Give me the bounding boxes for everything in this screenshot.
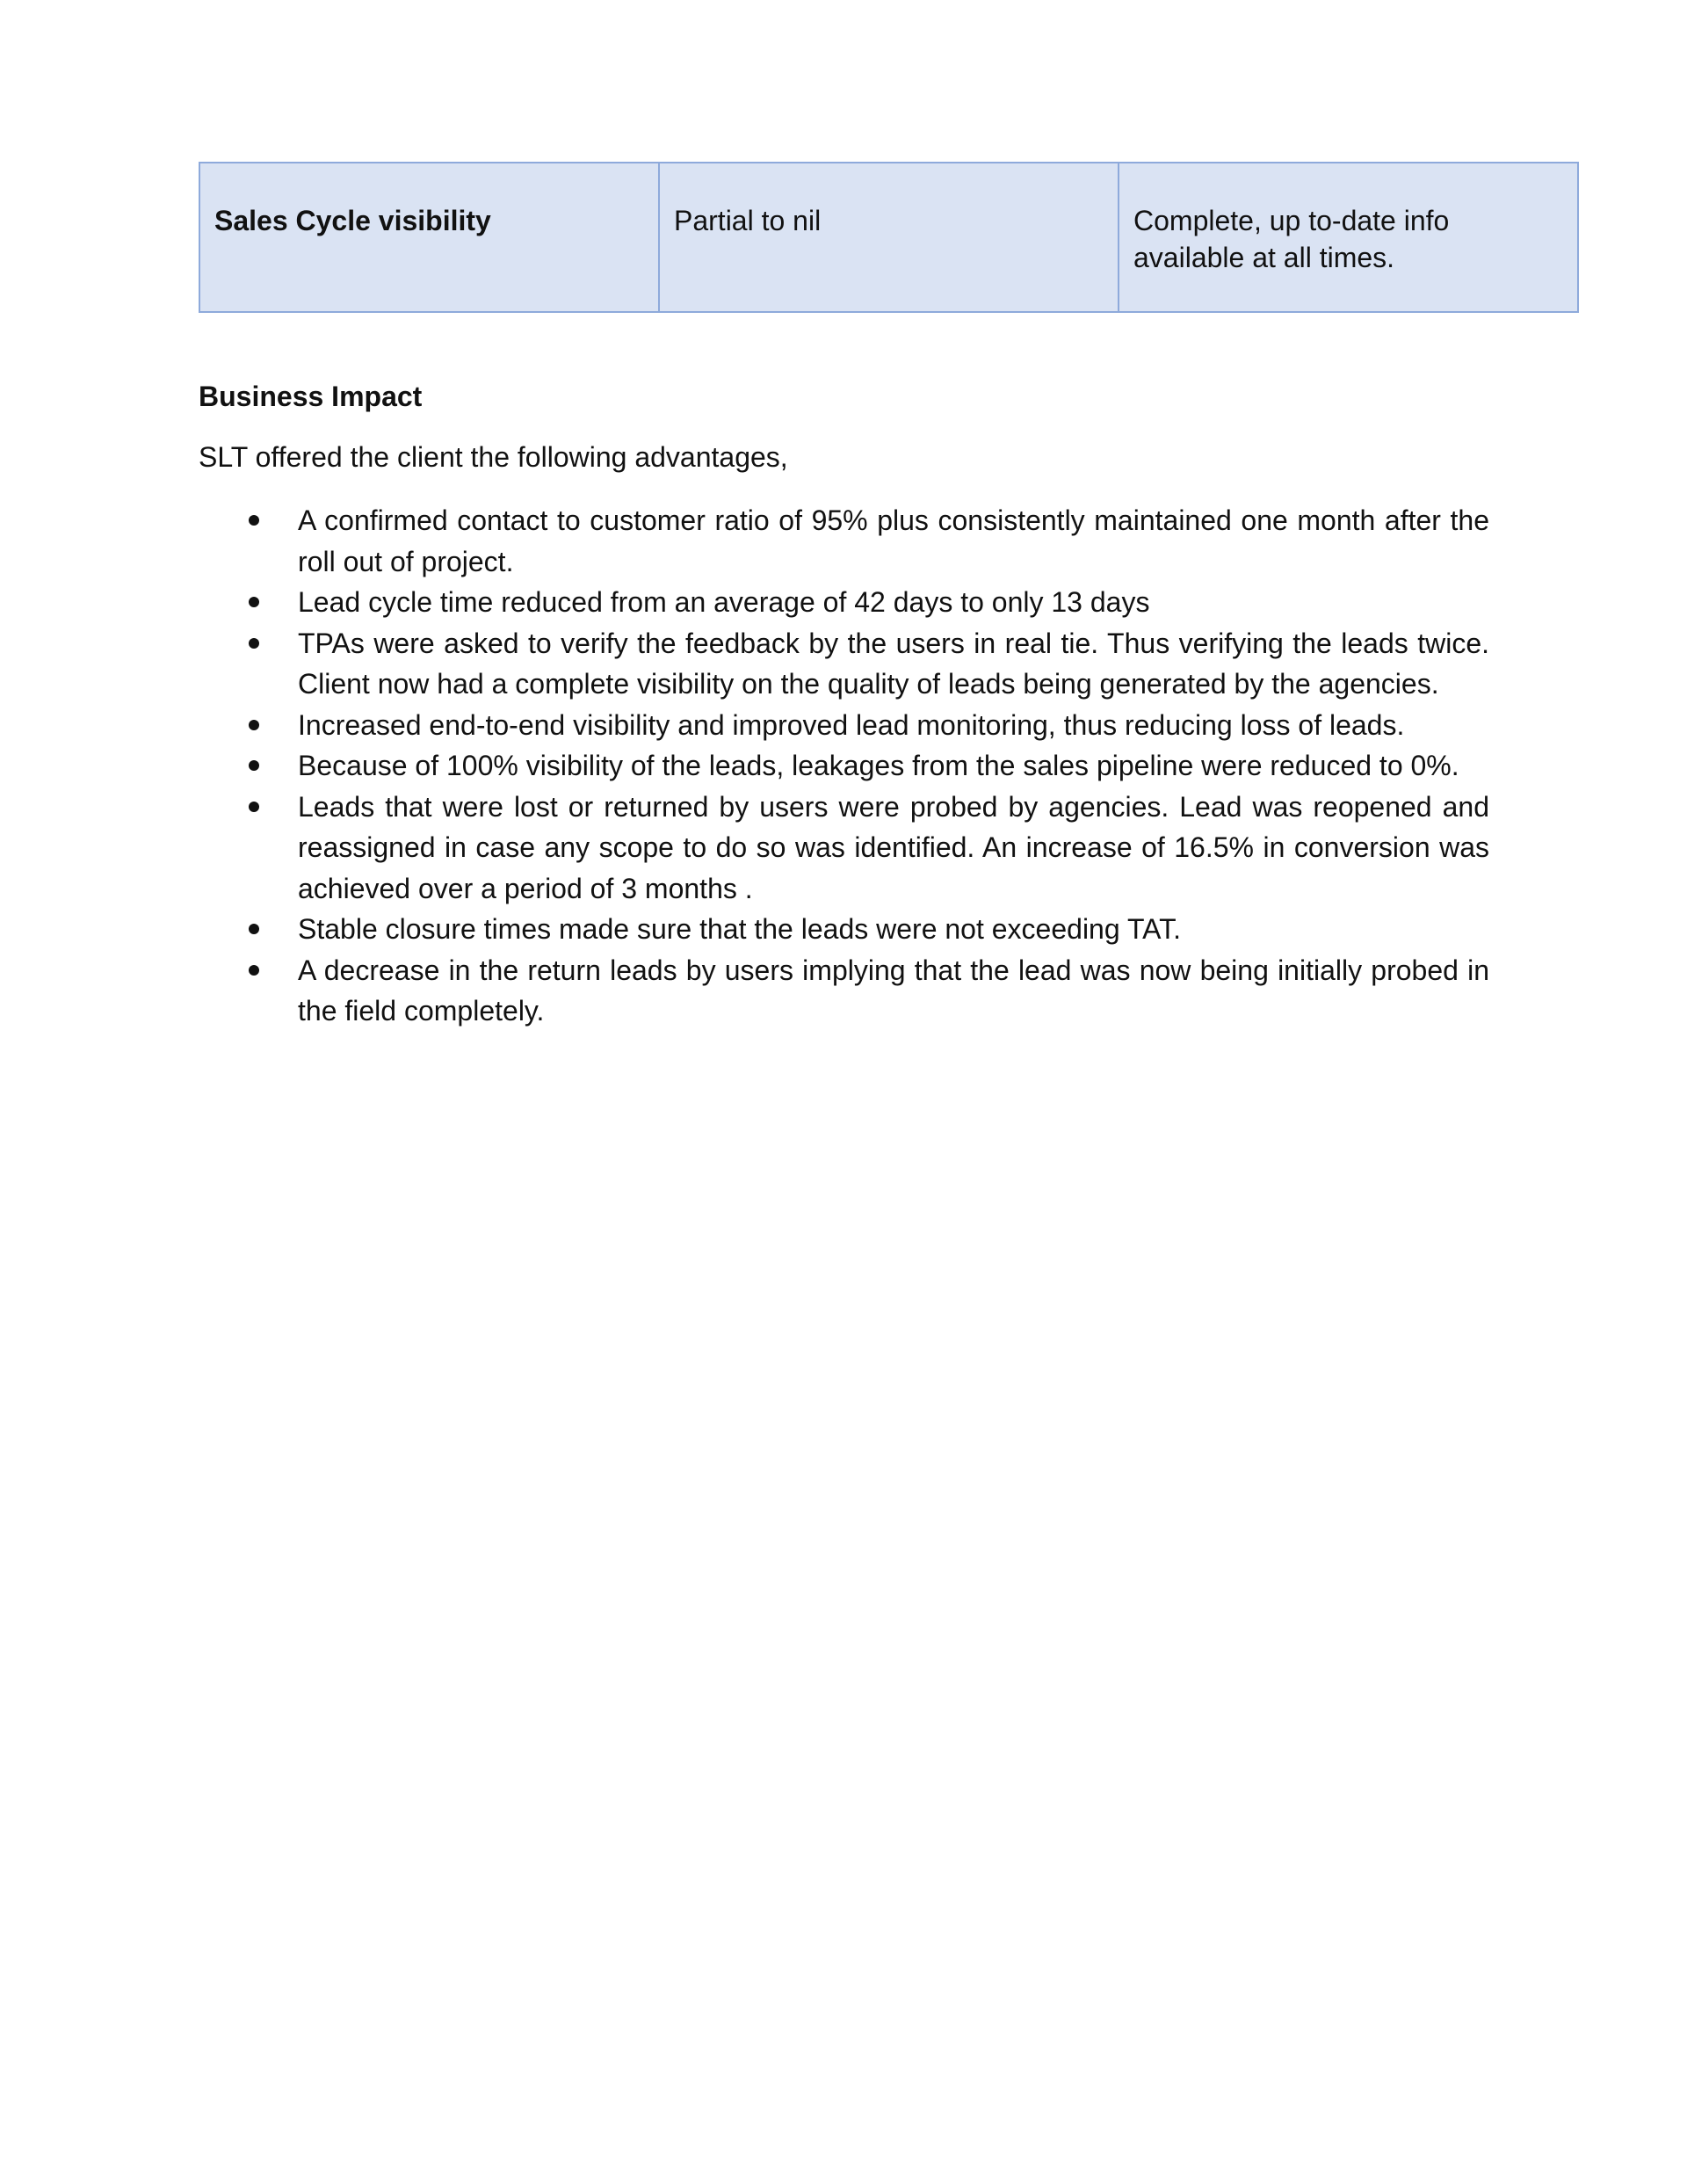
bullet-icon (249, 515, 259, 526)
advantages-list (199, 500, 1489, 1032)
bullet-icon (249, 924, 259, 934)
list-item (199, 623, 1489, 705)
list-item-text: A decrease in the return leads by users implying that the lead was now being initially probed in the field completely. (298, 954, 1489, 1027)
bullet-icon (249, 597, 259, 607)
business-impact-heading: Business Impact (199, 381, 423, 412)
table-row (199, 163, 1578, 312)
bullet-icon (249, 802, 259, 812)
list-item-text: A confirmed contact to customer ratio of 95% plus consistently maintained one month after the roll out of project. (298, 504, 1489, 577)
list-item-text: Because of 100% visibility of the leads, leakages from the sales pipeline were reduced to 0%. (298, 750, 1459, 781)
bullet-icon (249, 760, 259, 771)
list-item (199, 950, 1489, 1032)
list-item-text: TPAs were asked to verify the feedback by the users in real tie. Thus verifying the leads twice. Client now had a complete visibility on the quality of leads being generated by the agencies. (298, 627, 1489, 700)
list-item-text: Lead cycle time reduced from an average of 42 days to only 13 days (298, 586, 1150, 618)
page-content (199, 162, 1489, 1032)
before-value-cell: Partial to nil (659, 163, 1119, 312)
bullet-icon (249, 638, 259, 649)
bullet-icon (249, 720, 259, 730)
business-impact-intro: SLT offered the client the following advantages, (199, 441, 788, 473)
list-item (199, 705, 1489, 746)
list-item-text: Leads that were lost or returned by users were probed by agencies. Lead was reopened and reassigned in case any scope to do so was identified. An increase of 16.5% in conversion was achieved over a period of 3 months . (298, 790, 1489, 904)
list-item-text: Stable closure times made sure that the leads were not exceeding TAT. (298, 913, 1181, 945)
row-label-cell: Sales Cycle visibility (199, 163, 659, 312)
list-item (199, 500, 1489, 582)
list-item (199, 582, 1489, 623)
bullet-icon (249, 965, 259, 976)
comparison-table (199, 162, 1579, 313)
list-item (199, 787, 1489, 910)
after-value-cell: Complete, up to-date info available at all times. (1119, 163, 1578, 312)
list-item (199, 909, 1489, 950)
list-item-text: Increased end-to-end visibility and improved lead monitoring, thus reducing loss of leads. (298, 708, 1405, 741)
list-item (199, 745, 1489, 787)
